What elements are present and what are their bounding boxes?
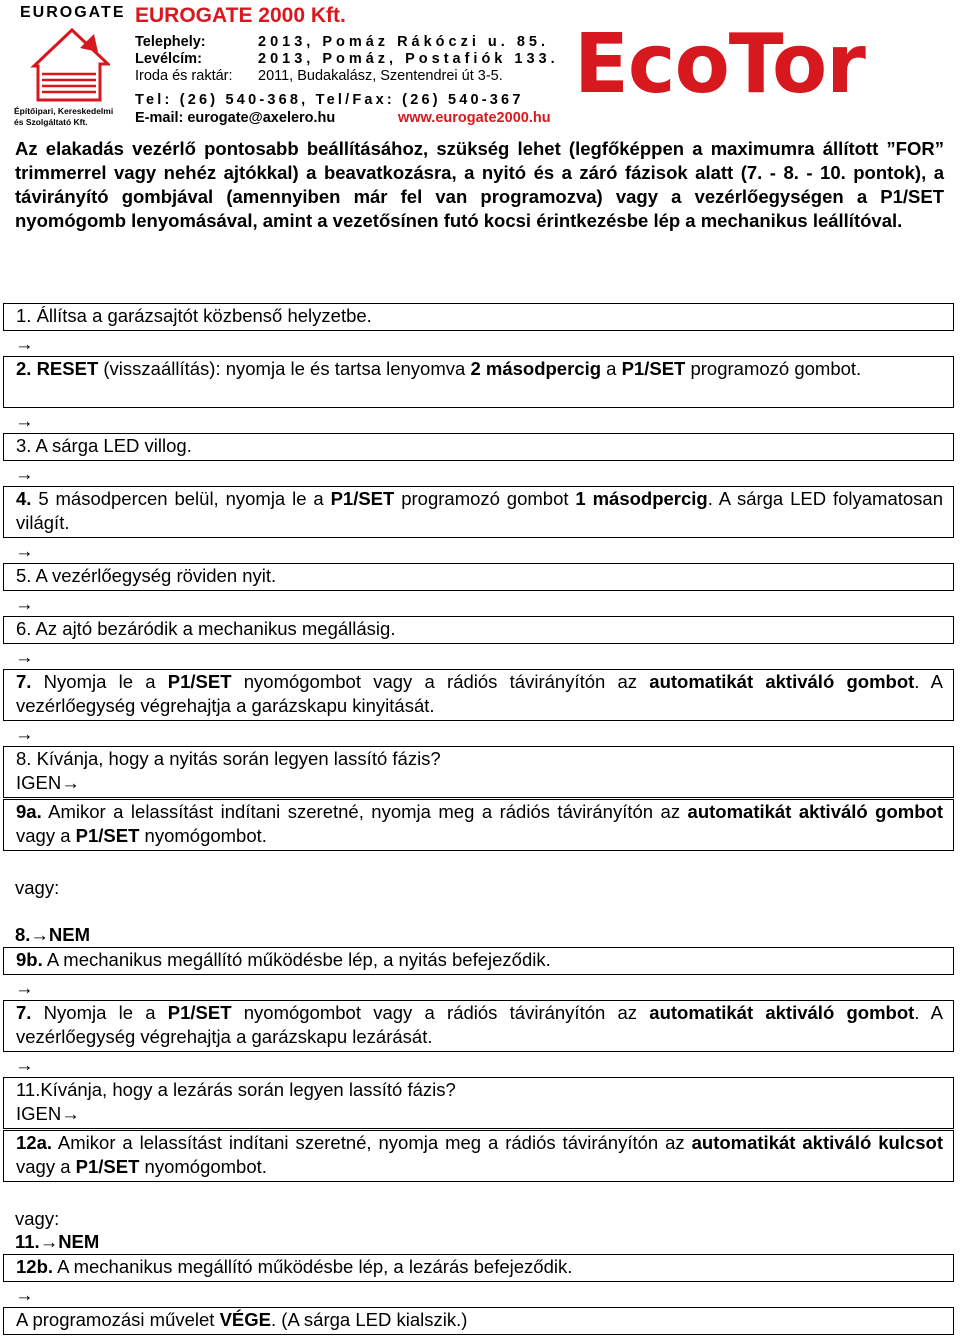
step-7-number: 7. (16, 671, 32, 692)
step-2-box (3, 356, 954, 408)
step-8-box (3, 746, 954, 798)
step-12a-button-name: P1/SET (75, 1156, 140, 1177)
step-7b-text: Nyomja le a (31, 1002, 168, 1023)
email-line: E-mail: eurogate@axelero.hu (135, 110, 336, 126)
website-link[interactable]: www.eurogate2000.hu (398, 110, 551, 126)
step-5-text: 5. A vezérlőegység röviden nyit. (16, 565, 277, 586)
logo-text: EUROGATE (20, 4, 126, 21)
iroda-value: 2011, Budakalász, Szentendrei út 3-5. (258, 68, 503, 84)
or-label-1: vagy: (15, 877, 60, 898)
step-7b-button-name: P1/SET (167, 1002, 232, 1023)
company-name: EUROGATE 2000 Kft. (135, 4, 346, 27)
telephely-value: 2013, Pomáz Rákóczi u. 85. (258, 34, 549, 50)
logo-subtitle-1: Építőipari, Kereskedelmi (14, 106, 114, 116)
step-7-text-3: . A vezérlőegység végrehajtja a garázskapu kinyitását. (16, 671, 943, 716)
step-7b-number: 7. (16, 1002, 32, 1023)
arrow-1: → (15, 333, 34, 354)
step-4-number: 4. (16, 488, 32, 509)
step-11-text: 11.Kívánja, hogy a lezárás során legyen lassító fázis? (16, 1079, 456, 1100)
step-8-yes: IGEN→ (16, 772, 80, 793)
step-7-box (3, 669, 954, 721)
step-2-button-name: P1/SET (621, 358, 686, 379)
step-4-text-2: programozó gombot (394, 488, 576, 509)
iroda-label: Iroda és raktár: (135, 68, 233, 84)
step-9a-number: 9a. (16, 801, 42, 822)
arrow-3: → (15, 463, 34, 484)
step-9a-box (3, 799, 954, 851)
step-7b-text-2: nyomógombot vagy a rádiós távirányítón az (231, 1002, 650, 1023)
step-4-duration: 1 másodpercig (575, 488, 708, 509)
ecotor-wordmark: EcoTor (574, 20, 865, 110)
step-11-yes: IGEN→ (16, 1103, 80, 1124)
step-7b-box (3, 1000, 954, 1052)
step-7-button-name: P1/SET (167, 671, 232, 692)
arrow-7b: → (15, 1054, 34, 1075)
step-12a-box (3, 1130, 954, 1182)
step-6-text: 6. Az ajtó bezáródik a mechanikus megállásig. (16, 618, 396, 639)
arrow-2: → (15, 410, 34, 431)
end-text: A programozási művelet (16, 1309, 220, 1330)
telephely-label: Telephely: (135, 34, 206, 50)
step-12a-remote-key: automatikát aktiváló kulcsot (691, 1132, 943, 1153)
logo-subtitle-2: és Szolgáltató Kft. (14, 117, 88, 127)
step-8-no: 8.→NEM (15, 924, 91, 945)
step-12b-box (3, 1254, 954, 1282)
end-box (3, 1307, 954, 1335)
step-9a-text-3: nyomógombot. (139, 825, 267, 846)
step-11-box (3, 1077, 954, 1129)
step-1-box (3, 303, 954, 331)
step-2-text-2: a (601, 358, 622, 379)
step-11-no: 11.→NEM (15, 1231, 100, 1252)
arrow-5: → (15, 593, 34, 614)
step-9a-remote-button: automatikát aktiváló gombot (687, 801, 943, 822)
step-4-button-name: P1/SET (330, 488, 395, 509)
step-7-remote-button: automatikát aktiváló gombot (649, 671, 915, 692)
step-12a-text-3: nyomógombot. (139, 1156, 267, 1177)
step-3-text: 3. A sárga LED villog. (16, 435, 192, 456)
step-5-box (3, 563, 954, 591)
step-6-box (3, 616, 954, 644)
arrow-12b: → (15, 1284, 34, 1305)
step-9b-text: A mechanikus megállító működésbe lép, a nyitás befejeződik. (42, 949, 551, 970)
step-2-number: 2. RESET (16, 358, 99, 379)
step-2-text: (visszaállítás): nyomja le és tartsa lenyomva (98, 358, 471, 379)
phone-line: Tel: (26) 540-368, Tel/Fax: (26) 540-367 (135, 92, 524, 108)
step-4-text-3: . A sárga LED folyamatosan világít. (16, 488, 944, 533)
step-7b-text-3: . A vezérlőegység végrehajtja a garázskapu lezárását. (16, 1002, 943, 1047)
step-9b-number: 9b. (16, 949, 43, 970)
ecotor-brand-logo (574, 20, 934, 110)
step-12b-text: A mechanikus megállító működésbe lép, a lezárás befejeződik. (53, 1256, 573, 1277)
step-9a-button-name: P1/SET (75, 825, 140, 846)
intro-paragraph: Az elakadás vezérlő pontosabb beállításához, szükség lehet (legfőképpen a maximumra állított ”FOR” trimmerrel vagy nehéz ajtókkal) a beavatkozásra, a nyitó és a záró fázisok alatt (7. - 8. - 10. pontok), a távirányító gombjával (amennyiben már fel van programozva) vagy a vezérlőegységen a P1/SET nyomógomb lenyomásával, amint a vezetősínen futó kocsi érintkezésbe lép a mechanikus leállítóval. (15, 138, 944, 231)
step-8-text: 8. Kívánja, hogy a nyitás során legyen lassító fázis? (16, 748, 441, 769)
step-12a-text-2: vagy a (16, 1156, 76, 1177)
arrow-9b: → (15, 977, 34, 998)
step-7-text-2: nyomógombot vagy a rádiós távirányítón az (231, 671, 650, 692)
step-9a-text-2: vagy a (16, 825, 76, 846)
step-7b-remote-button: automatikát aktiváló gombot (649, 1002, 915, 1023)
levelcim-label: Levélcím: (135, 51, 202, 67)
step-3-box (3, 433, 954, 461)
step-4-box (3, 486, 954, 538)
step-7-text: Nyomja le a (31, 671, 168, 692)
step-2-duration: 2 másodpercig (470, 358, 602, 379)
levelcim-value: 2013, Pomáz, Postafiók 133. (258, 51, 559, 67)
end-keyword: VÉGE (219, 1309, 272, 1330)
step-4-text: 5 másodpercen belül, nyomja le a (31, 488, 331, 509)
arrow-7: → (15, 723, 34, 744)
or-label-2: vagy: (15, 1208, 60, 1229)
step-2-text-3: programozó gombot. (685, 358, 862, 379)
step-1-text: 1. Állítsa a garázsajtót közbenső helyzetbe. (16, 305, 372, 326)
end-text-2: . (A sárga LED kialszik.) (271, 1309, 468, 1330)
step-12a-number: 12a. (16, 1132, 53, 1153)
step-12b-number: 12b. (16, 1256, 54, 1277)
step-9a-text: Amikor a lelassítást indítani szeretné, nyomja meg a rádiós távirányítón az (41, 801, 688, 822)
arrow-4: → (15, 540, 34, 561)
arrow-6: → (15, 646, 34, 667)
step-12a-text: Amikor a lelassítást indítani szeretné, nyomja meg a rádiós távirányítón az (52, 1132, 692, 1153)
step-9b-box (3, 947, 954, 975)
house-logo-icon (28, 26, 110, 102)
